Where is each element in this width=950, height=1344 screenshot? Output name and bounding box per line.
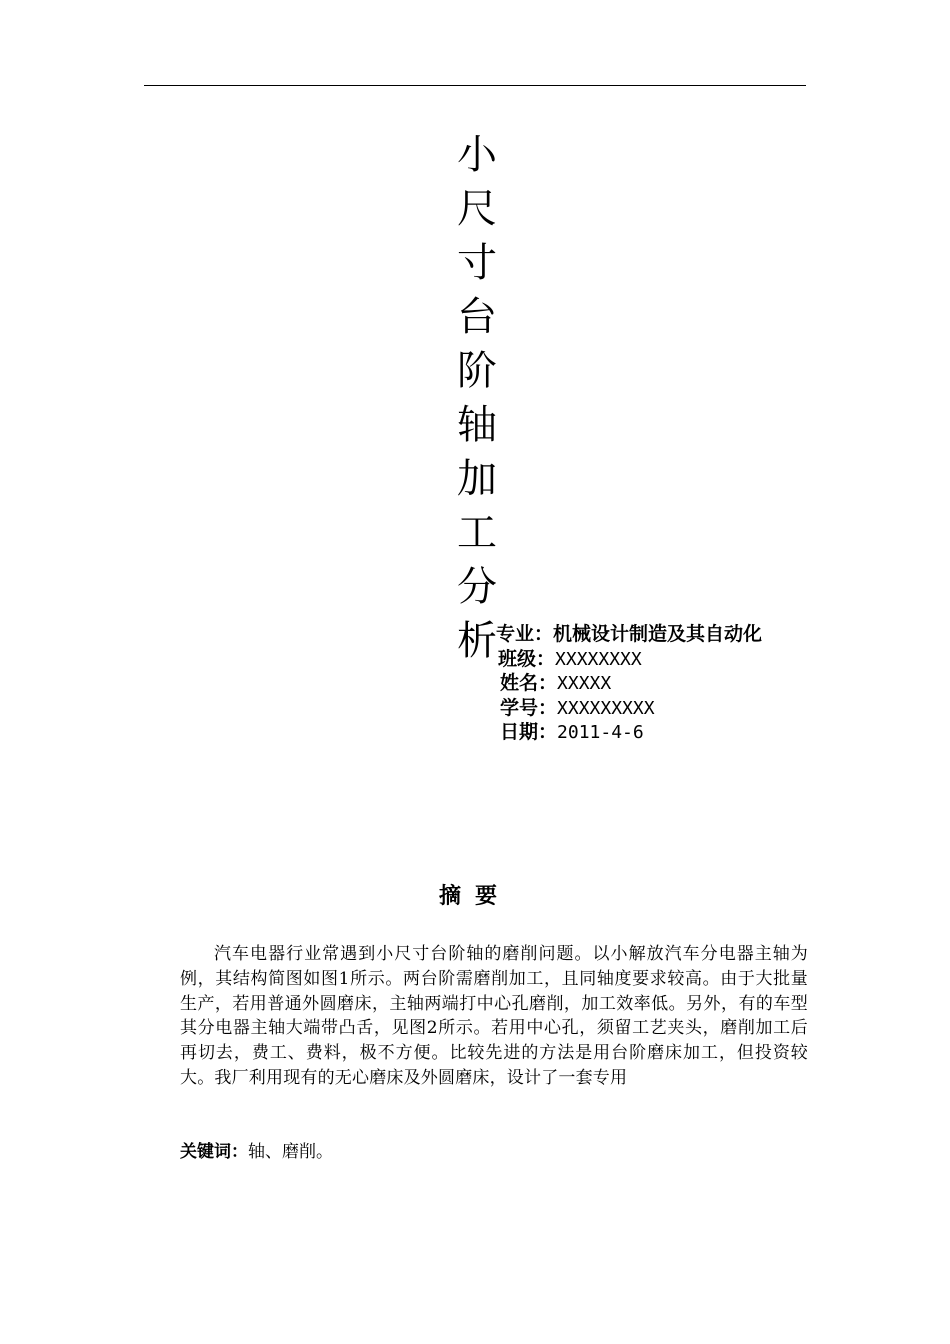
title-char: 尺 (457, 186, 497, 232)
major-value: 机械设计制造及其自动化 (553, 623, 763, 645)
name-line (496, 671, 826, 696)
abstract-heading: 摘要 (438, 884, 511, 909)
major-line (496, 622, 826, 647)
keywords-label: 关键词： (180, 1142, 248, 1162)
title-char: 小 (457, 132, 497, 178)
title-char: 加 (457, 456, 497, 502)
title-char: 阶 (457, 348, 497, 394)
class-label: 班级： (498, 647, 556, 670)
keywords-value: 轴、磨削。 (248, 1142, 333, 1162)
title-char: 析 (457, 618, 497, 664)
header-rule (144, 85, 806, 86)
class-line (496, 647, 826, 672)
name-label: 姓名： (500, 672, 558, 694)
title-char: 分 (457, 564, 497, 610)
title-char: 工 (457, 510, 497, 556)
title-char: 台 (457, 294, 497, 340)
title-char: 轴 (457, 402, 497, 448)
student-id-line (496, 696, 826, 721)
author-info (496, 622, 826, 745)
document-title (452, 128, 502, 668)
class-value: XXXXXXXX (555, 648, 642, 670)
date-label: 日期： (500, 721, 558, 743)
student-id-label: 学号： (500, 696, 558, 719)
keywords-line (180, 1140, 333, 1164)
name-value: XXXXX (557, 673, 612, 694)
title-char: 寸 (457, 240, 497, 286)
date-value: 2011-4-6 (557, 722, 644, 743)
abstract-body: 汽车电器行业常遇到小尺寸台阶轴的磨削问题。以小解放汽车分电器主轴为例，其结构简图如图1所示。两台阶需磨削加工，且同轴度要求较高。由于大批量生产，若用普通外圆磨床，主轴两端打中心孔磨削，加工效率低。另外，有的车型其分电器主轴大端带凸舌，见图2所示。若用中心孔，须留工艺夹头，磨削加工后再切去，费工、费料，极不方便。比较先进的方法是用台阶磨床加工，但投资较大。我厂利用现有的无心磨床及外圆磨床，设计了一套专用 (180, 944, 808, 1088)
student-id-value: XXXXXXXXX (557, 697, 655, 719)
major-label: 专业： (496, 623, 554, 645)
date-line (496, 720, 826, 745)
